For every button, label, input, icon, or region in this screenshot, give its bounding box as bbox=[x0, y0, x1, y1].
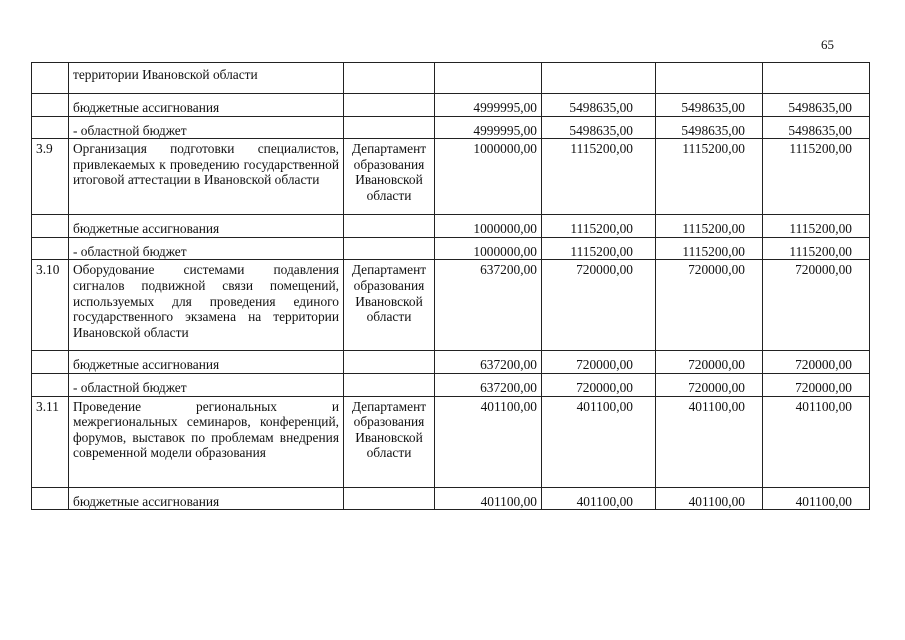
table-row bbox=[32, 237, 870, 260]
row-value-2-cell: 1115200,00 bbox=[542, 237, 656, 260]
budget-table bbox=[31, 62, 870, 510]
row-value-2-cell: 401100,00 bbox=[542, 396, 656, 487]
row-executor-cell bbox=[344, 63, 435, 94]
row-number-cell bbox=[32, 351, 69, 374]
row-value-4-cell: 1115200,00 bbox=[763, 215, 870, 238]
row-executor-cell bbox=[344, 215, 435, 238]
table-row bbox=[32, 260, 870, 351]
row-value-4-cell: 1115200,00 bbox=[763, 237, 870, 260]
row-value-2-cell: 720000,00 bbox=[542, 260, 656, 351]
row-value-4-cell: 720000,00 bbox=[763, 260, 870, 351]
row-executor-cell: Департамент образования Ивановской области bbox=[344, 139, 435, 215]
row-value-3-cell: 1115200,00 bbox=[656, 139, 763, 215]
table-row bbox=[32, 116, 870, 139]
row-name-cell: бюджетные ассигнования bbox=[69, 94, 344, 117]
table-row bbox=[32, 373, 870, 396]
table-row bbox=[32, 139, 870, 215]
table-row bbox=[32, 215, 870, 238]
row-executor-cell bbox=[344, 116, 435, 139]
row-value-1-cell: 1000000,00 bbox=[435, 215, 542, 238]
row-value-3-cell: 401100,00 bbox=[656, 487, 763, 510]
table-row bbox=[32, 63, 870, 94]
row-value-3-cell: 720000,00 bbox=[656, 260, 763, 351]
row-name-cell: Проведение региональных и межрегиональных семинаров, конференций, форумов, выставок по проблемам внедрения современной модели образования bbox=[69, 396, 344, 487]
row-value-3-cell: 1115200,00 bbox=[656, 215, 763, 238]
row-value-4-cell: 1115200,00 bbox=[763, 139, 870, 215]
row-number-cell: 3.10 bbox=[32, 260, 69, 351]
row-executor-cell bbox=[344, 237, 435, 260]
row-number-cell: 3.11 bbox=[32, 396, 69, 487]
table-body bbox=[32, 63, 870, 510]
row-value-1-cell: 637200,00 bbox=[435, 351, 542, 374]
row-value-4-cell: 5498635,00 bbox=[763, 116, 870, 139]
row-value-4-cell: 720000,00 bbox=[763, 373, 870, 396]
row-value-3-cell: 5498635,00 bbox=[656, 116, 763, 139]
row-number-cell: 3.9 bbox=[32, 139, 69, 215]
row-number-cell bbox=[32, 487, 69, 510]
table-row bbox=[32, 487, 870, 510]
row-executor-cell bbox=[344, 94, 435, 117]
row-value-3-cell: 720000,00 bbox=[656, 373, 763, 396]
row-value-2-cell: 720000,00 bbox=[542, 351, 656, 374]
row-value-2-cell: 1115200,00 bbox=[542, 139, 656, 215]
row-value-1-cell: 401100,00 bbox=[435, 396, 542, 487]
row-number-cell bbox=[32, 237, 69, 260]
row-executor-cell bbox=[344, 373, 435, 396]
row-value-4-cell: 5498635,00 bbox=[763, 94, 870, 117]
row-value-4-cell: 720000,00 bbox=[763, 351, 870, 374]
row-value-3-cell bbox=[656, 63, 763, 94]
row-name-cell: территории Ивановской области bbox=[69, 63, 344, 94]
row-number-cell bbox=[32, 63, 69, 94]
row-executor-cell: Департамент образования Ивановской области bbox=[344, 396, 435, 487]
row-name-cell: бюджетные ассигнования bbox=[69, 487, 344, 510]
row-name-cell: бюджетные ассигнования bbox=[69, 351, 344, 374]
row-value-2-cell: 5498635,00 bbox=[542, 116, 656, 139]
row-value-3-cell: 1115200,00 bbox=[656, 237, 763, 260]
row-value-4-cell: 401100,00 bbox=[763, 396, 870, 487]
row-executor-cell bbox=[344, 487, 435, 510]
row-number-cell bbox=[32, 215, 69, 238]
row-value-4-cell: 401100,00 bbox=[763, 487, 870, 510]
table-row bbox=[32, 94, 870, 117]
row-name-cell: - областной бюджет bbox=[69, 116, 344, 139]
row-value-1-cell: 4999995,00 bbox=[435, 116, 542, 139]
table-row bbox=[32, 396, 870, 487]
row-value-1-cell bbox=[435, 63, 542, 94]
row-value-3-cell: 5498635,00 bbox=[656, 94, 763, 117]
row-value-1-cell: 4999995,00 bbox=[435, 94, 542, 117]
row-value-2-cell: 5498635,00 bbox=[542, 94, 656, 117]
row-value-2-cell bbox=[542, 63, 656, 94]
row-value-1-cell: 1000000,00 bbox=[435, 139, 542, 215]
row-value-3-cell: 720000,00 bbox=[656, 351, 763, 374]
page-number: 65 bbox=[821, 37, 834, 52]
row-value-1-cell: 637200,00 bbox=[435, 260, 542, 351]
row-value-1-cell: 637200,00 bbox=[435, 373, 542, 396]
row-value-2-cell: 401100,00 bbox=[542, 487, 656, 510]
row-name-cell: Организация подготовки специалистов, привлекаемых к проведению государственной итоговой аттестации в Ивановской области bbox=[69, 139, 344, 215]
row-number-cell bbox=[32, 94, 69, 117]
row-executor-cell bbox=[344, 351, 435, 374]
row-name-cell: Оборудование системами подавления сигналов подвижной связи помещений, используемых для проведения единого государственного экзамена на территории Ивановской области bbox=[69, 260, 344, 351]
row-number-cell bbox=[32, 373, 69, 396]
row-name-cell: - областной бюджет bbox=[69, 373, 344, 396]
row-value-1-cell: 401100,00 bbox=[435, 487, 542, 510]
row-name-cell: бюджетные ассигнования bbox=[69, 215, 344, 238]
row-value-4-cell bbox=[763, 63, 870, 94]
row-value-2-cell: 1115200,00 bbox=[542, 215, 656, 238]
table-row bbox=[32, 351, 870, 374]
row-number-cell bbox=[32, 116, 69, 139]
row-executor-cell: Департамент образования Ивановской области bbox=[344, 260, 435, 351]
row-value-1-cell: 1000000,00 bbox=[435, 237, 542, 260]
row-name-cell: - областной бюджет bbox=[69, 237, 344, 260]
row-value-3-cell: 401100,00 bbox=[656, 396, 763, 487]
row-value-2-cell: 720000,00 bbox=[542, 373, 656, 396]
